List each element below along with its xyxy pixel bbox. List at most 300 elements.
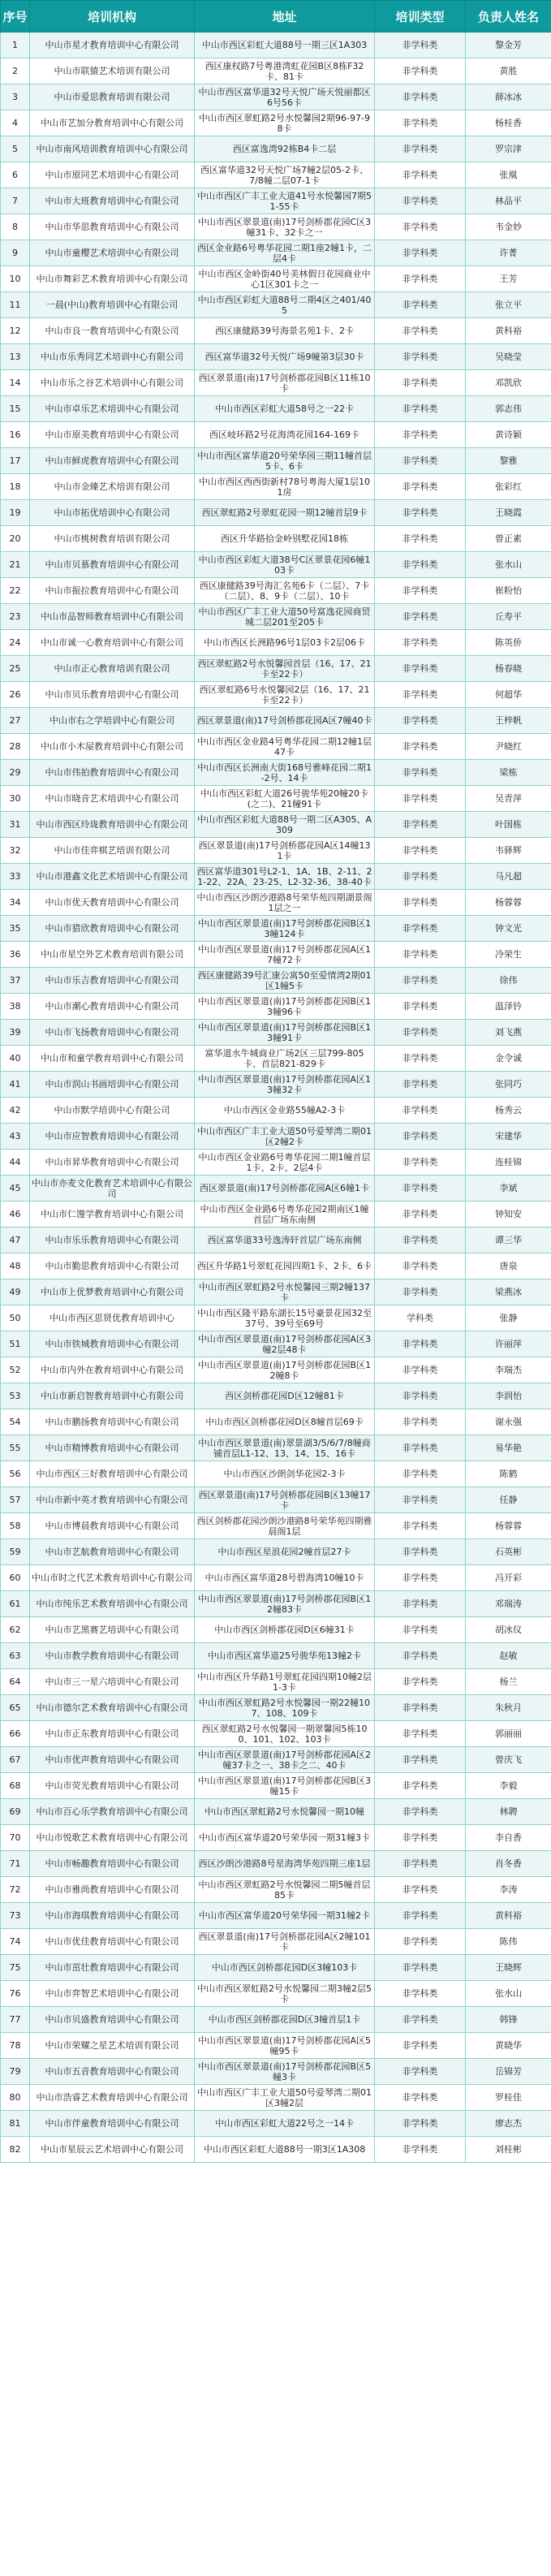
table-row [1, 968, 551, 994]
cell-institution: 中山市星才教育培训中心有限公司 [30, 32, 195, 58]
cell-person: 陈鹤 [466, 1461, 551, 1487]
cell-institution: 中山市港鑫文化艺术培训中心有限公司 [30, 864, 195, 890]
cell-address: 中山市西区剑桥郡花园D区6幢31卡 [195, 1617, 375, 1643]
cell-index: 21 [1, 552, 30, 578]
cell-address: 西区翠景道(南)17号剑桥郡花园B区13幢17卡 [195, 1487, 375, 1513]
cell-type: 非学科类 [375, 1020, 466, 1046]
table-row [1, 1305, 551, 1331]
cell-person: 邓瑞涛 [466, 1591, 551, 1617]
cell-institution: 中山市贝乐教育培训中心有限公司 [30, 682, 195, 708]
cell-address: 中山市西区翠景道(南)翠景湖3/5/6/7/8幢商铺首层L1-12、13、14、15、16卡 [195, 1435, 375, 1461]
cell-institution: 中山市润山书画培训中心有限公司 [30, 1072, 195, 1098]
cell-type: 非学科类 [375, 1461, 466, 1487]
table-row [1, 1955, 551, 1981]
cell-institution: 中山市振拉教育培训中心有限公司 [30, 578, 195, 604]
cell-index: 11 [1, 292, 30, 318]
header-address: 地址 [195, 1, 375, 32]
cell-index: 54 [1, 1409, 30, 1435]
cell-index: 78 [1, 2033, 30, 2059]
cell-person: 刘桂彬 [466, 2137, 551, 2163]
table-row [1, 32, 551, 58]
cell-index: 82 [1, 2137, 30, 2163]
cell-person: 冯开彩 [466, 1565, 551, 1591]
cell-type: 非学科类 [375, 292, 466, 318]
cell-address: 中山市西区翠虹路2号水悦馨园一期10幢 [195, 1799, 375, 1825]
cell-institution: 中山市星辰云艺术培训中心有限公司 [30, 2137, 195, 2163]
cell-type: 非学科类 [375, 890, 466, 916]
cell-index: 12 [1, 318, 30, 344]
cell-address: 中山市西区翠景道(南)17号剑桥郡花园B区5幢3卡 [195, 2059, 375, 2085]
table-row [1, 1721, 551, 1747]
cell-person: 谢永强 [466, 1409, 551, 1435]
cell-person: 陈英侨 [466, 630, 551, 656]
cell-type: 非学科类 [375, 1279, 466, 1305]
cell-person: 李润怡 [466, 1383, 551, 1409]
cell-index: 64 [1, 1669, 30, 1695]
cell-person: 丘寿平 [466, 604, 551, 630]
table-row [1, 1565, 551, 1591]
cell-address: 中山市西区隆平路东湖长15号豪景花园32至37号、39号至69号 [195, 1305, 375, 1331]
cell-institution: 中山市德尔艺术教育培训中心有限公司 [30, 1695, 195, 1721]
cell-person: 石英彬 [466, 1539, 551, 1565]
cell-index: 23 [1, 604, 30, 630]
table-row [1, 214, 551, 240]
cell-address: 西区升华路1号翠虹花园四期1卡、2卡、6卡 [195, 1253, 375, 1279]
cell-address: 中山市西区金业路6号粤华花园2期南区1幢首层广场东南侧 [195, 1202, 375, 1228]
cell-person: 陈伟 [466, 1929, 551, 1955]
cell-index: 29 [1, 760, 30, 786]
cell-index: 70 [1, 1825, 30, 1851]
cell-institution: 中山市艺黑赛艺培训中心有限公司 [30, 1617, 195, 1643]
table-row [1, 1591, 551, 1617]
table-row [1, 1929, 551, 1955]
cell-address: 西区富华道32号天悦广场7幢2层05-2卡、7/8幢二层07-1卡 [195, 162, 375, 188]
cell-address: 中山市西区剑桥郡花园D区3幢103卡 [195, 1955, 375, 1981]
cell-address: 西区康健路39号海景名苑1卡、2卡 [195, 318, 375, 344]
cell-address: 西区翠景道(南)17号剑桥郡花园A区14幢131卡 [195, 838, 375, 864]
cell-index: 68 [1, 1773, 30, 1799]
cell-index: 67 [1, 1747, 30, 1773]
table-row [1, 1202, 551, 1228]
table-row [1, 1903, 551, 1929]
table-row [1, 2111, 551, 2137]
cell-institution: 中山市良一教育培训中心有限公司 [30, 318, 195, 344]
cell-type: 非学科类 [375, 1643, 466, 1669]
cell-type: 非学科类 [375, 474, 466, 500]
cell-type: 非学科类 [375, 2007, 466, 2033]
cell-address: 中山市西区翠景道(南)17号剑桥郡花园A区13幢32卡 [195, 1072, 375, 1098]
cell-index: 58 [1, 1513, 30, 1539]
cell-institution: 中山市时之代艺术教育培训中心有限公司 [30, 1565, 195, 1591]
cell-type: 非学科类 [375, 1981, 466, 2007]
cell-person: 韦金妙 [466, 214, 551, 240]
cell-person: 王梓帆 [466, 708, 551, 734]
cell-type: 非学科类 [375, 1929, 466, 1955]
table-row [1, 1877, 551, 1903]
cell-type: 非学科类 [375, 2137, 466, 2163]
cell-address: 中山市西区翠虹路2号水悦馨园二期5幢首层85卡 [195, 1877, 375, 1903]
cell-institution: 中山市五音教育培训中心有限公司 [30, 2059, 195, 2085]
cell-type: 非学科类 [375, 812, 466, 838]
table-row [1, 1046, 551, 1072]
cell-person: 李瑞杰 [466, 1357, 551, 1383]
cell-person: 崔粉怡 [466, 578, 551, 604]
table-row [1, 1747, 551, 1773]
cell-index: 62 [1, 1617, 30, 1643]
cell-type: 非学科类 [375, 916, 466, 942]
cell-person: 黎雅 [466, 448, 551, 474]
cell-institution: 中山市飞扬教育培训中心有限公司 [30, 1020, 195, 1046]
table-row [1, 474, 551, 500]
cell-person: 黄科裕 [466, 1903, 551, 1929]
cell-person: 王晓霞 [466, 500, 551, 526]
cell-institution: 中山市正心教育培训有限公司 [30, 656, 195, 682]
cell-index: 5 [1, 136, 30, 162]
table-row [1, 448, 551, 474]
table-row [1, 1098, 551, 1124]
cell-address: 中山市西区广丰工业大道50号富逸花园商贸城二层201至205卡 [195, 604, 375, 630]
cell-person: 刘飞燕 [466, 1020, 551, 1046]
cell-type: 非学科类 [375, 968, 466, 994]
cell-type: 非学科类 [375, 344, 466, 370]
cell-address: 西区翠景道(南)17号剑桥郡花园A区7幢40卡 [195, 708, 375, 734]
table-row [1, 1253, 551, 1279]
cell-person: 郭志伟 [466, 396, 551, 422]
header-index: 序号 [1, 1, 30, 32]
cell-type: 非学科类 [375, 682, 466, 708]
cell-index: 19 [1, 500, 30, 526]
cell-index: 80 [1, 2085, 30, 2111]
table-row [1, 942, 551, 968]
cell-type: 非学科类 [375, 58, 466, 84]
cell-institution: 中山市艺加分教育培训中心有限公司 [30, 110, 195, 136]
table-row [1, 786, 551, 812]
cell-person: 杨春晓 [466, 656, 551, 682]
cell-institution: 中山市默学培训中心有限公司 [30, 1098, 195, 1124]
table-row [1, 682, 551, 708]
cell-institution: 中山市内外在教育培训中心有限公司 [30, 1357, 195, 1383]
cell-address: 中山市西区富华道25号骏华苑13幢2卡 [195, 1643, 375, 1669]
table-row [1, 1357, 551, 1383]
table-row [1, 1773, 551, 1799]
cell-person: 张水山 [466, 1981, 551, 2007]
cell-type: 非学科类 [375, 84, 466, 110]
table-row [1, 1669, 551, 1695]
cell-index: 59 [1, 1539, 30, 1565]
cell-institution: 中山市教学教育培训中心有限公司 [30, 1643, 195, 1669]
table-row [1, 630, 551, 656]
cell-index: 6 [1, 162, 30, 188]
cell-institution: 中山市伴童教育培训中心有限公司 [30, 2111, 195, 2137]
cell-person: 林品平 [466, 188, 551, 214]
cell-address: 中山市西区星浪花园2幢首层27卡 [195, 1539, 375, 1565]
table-row [1, 1072, 551, 1098]
cell-index: 7 [1, 188, 30, 214]
cell-address: 中山市西区广丰工业大道41号水悦馨园7期51-55卡 [195, 188, 375, 214]
cell-institution: 中山市海琪教育培训中心有限公司 [30, 1903, 195, 1929]
table-row [1, 110, 551, 136]
cell-address: 中山市西区西西街新村78号粤海大厦1层101房 [195, 474, 375, 500]
cell-address: 中山市西区翠景道(南)17号剑桥郡花园A区3幢2层48卡 [195, 1331, 375, 1357]
cell-index: 76 [1, 1981, 30, 2007]
cell-person: 梁燕冰 [466, 1279, 551, 1305]
cell-index: 74 [1, 1929, 30, 1955]
cell-person: 罗桂佳 [466, 2085, 551, 2111]
cell-institution: 中山市上优梦教育培训中心有限公司 [30, 1279, 195, 1305]
cell-institution: 中山市三一星六培训中心有限公司 [30, 1669, 195, 1695]
cell-person: 李涛 [466, 1877, 551, 1903]
cell-institution: 中山市荣耀之星艺术培训有限公司 [30, 2033, 195, 2059]
cell-person: 冷荣生 [466, 942, 551, 968]
table-row [1, 1799, 551, 1825]
cell-institution: 中山市优声教育培训中心有限公司 [30, 1747, 195, 1773]
cell-institution: 中山市西区玲珑教育培训中心有限公司 [30, 812, 195, 838]
cell-address: 西区剑桥郡花园沙朗沙港路8号荣华苑四期雅晨阁1层 [195, 1513, 375, 1539]
cell-person: 罗宗津 [466, 136, 551, 162]
cell-person: 杨秀云 [466, 1098, 551, 1124]
cell-address: 中山市西区翠景道(南)17号剑桥郡花园A区5幢95卡 [195, 2033, 375, 2059]
cell-index: 36 [1, 942, 30, 968]
cell-index: 9 [1, 240, 30, 266]
cell-institution: 中山市新启智教育培训中心有限公司 [30, 1383, 195, 1409]
cell-type: 非学科类 [375, 266, 466, 292]
cell-index: 1 [1, 32, 30, 58]
cell-address: 中山市西区翠景道(南)17号剑桥郡花园B区12幢8卡 [195, 1357, 375, 1383]
cell-institution: 中山市联猿艺术培训有限公司 [30, 58, 195, 84]
cell-institution: 中山市博晨教育培训中心有限公司 [30, 1513, 195, 1539]
cell-index: 40 [1, 1046, 30, 1072]
cell-type: 非学科类 [375, 1955, 466, 1981]
cell-address: 中山市西区彩虹大道88号一期三区1A303 [195, 32, 375, 58]
cell-person: 梁栋 [466, 760, 551, 786]
cell-person: 王芳 [466, 266, 551, 292]
cell-person: 张立平 [466, 292, 551, 318]
cell-type: 非学科类 [375, 1202, 466, 1228]
table-row [1, 1851, 551, 1877]
table-row [1, 1435, 551, 1461]
cell-institution: 中山市大班教育培训中心有限公司 [30, 188, 195, 214]
table-row [1, 1279, 551, 1305]
cell-address: 西区金业路6号粤华花园二期1座2幢1卡，二层4卡 [195, 240, 375, 266]
cell-institution: 中山市悦歌艺术教育培训中心有限公司 [30, 1825, 195, 1851]
cell-address: 中山市西区翠景道(南)17号剑桥郡花园B区12幢83卡 [195, 1591, 375, 1617]
cell-institution: 中山市原美教育培训中心有限公司 [30, 422, 195, 448]
cell-address: 中山市西区彩虹大道88号一期3区1A308 [195, 2137, 375, 2163]
cell-type: 非学科类 [375, 1799, 466, 1825]
cell-address: 西区升华路拾金岭别墅花园18栋 [195, 526, 375, 552]
header-person: 负责人姓名 [466, 1, 551, 32]
cell-institution: 中山市昇华教育培训中心有限公司 [30, 1150, 195, 1176]
table-row [1, 1513, 551, 1539]
cell-address: 中山市西区彩虹大道22号之一14卡 [195, 2111, 375, 2137]
table-row [1, 552, 551, 578]
cell-index: 65 [1, 1695, 30, 1721]
table-row [1, 994, 551, 1020]
cell-address: 西区翠景道(南)17号剑桥郡花园B区11栋10卡 [195, 370, 375, 396]
cell-institution: 中山市雅尚教育培训中心有限公司 [30, 1877, 195, 1903]
cell-institution: 中山市猎欣教育培训中心有限公司 [30, 916, 195, 942]
cell-index: 63 [1, 1643, 30, 1669]
cell-index: 42 [1, 1098, 30, 1124]
cell-index: 22 [1, 578, 30, 604]
cell-institution: 中山市乐乐教育培训中心有限公司 [30, 1228, 195, 1253]
cell-type: 非学科类 [375, 942, 466, 968]
cell-person: 唐泉 [466, 1253, 551, 1279]
cell-address: 西区翠虹路2号水悦馨园首层（16、17、21卡至22卡） [195, 656, 375, 682]
cell-institution: 中山市品智师教育培训中心有限公司 [30, 604, 195, 630]
cell-person: 连桂锦 [466, 1150, 551, 1176]
table-row [1, 2085, 551, 2111]
cell-address: 中山市西区升华路1号翠虹花园四期10幢2层1-3卡 [195, 1669, 375, 1695]
cell-address: 西区富华道33号逸涛轩首层广场东南侧 [195, 1228, 375, 1253]
table-row [1, 604, 551, 630]
cell-type: 非学科类 [375, 448, 466, 474]
cell-type: 非学科类 [375, 1124, 466, 1150]
cell-type: 非学科类 [375, 2085, 466, 2111]
cell-address: 西区翠虹路6号水悦馨园2层（16、17、21卡至22卡） [195, 682, 375, 708]
cell-index: 61 [1, 1591, 30, 1617]
cell-type: 非学科类 [375, 1825, 466, 1851]
cell-type: 非学科类 [375, 136, 466, 162]
cell-address: 西区岐环路2号花海湾花园164-169卡 [195, 422, 375, 448]
cell-person: 金令诚 [466, 1046, 551, 1072]
cell-address: 西区康健路39号汇康公寓50至爱情湾2期01区1幢5卡 [195, 968, 375, 994]
cell-type: 非学科类 [375, 552, 466, 578]
cell-type: 非学科类 [375, 1150, 466, 1176]
cell-institution: 中山市西区思贤优教育培训中心 [30, 1305, 195, 1331]
cell-type: 非学科类 [375, 1617, 466, 1643]
cell-type: 非学科类 [375, 1098, 466, 1124]
cell-index: 51 [1, 1331, 30, 1357]
cell-institution: 中山市正东教育培训中心有限公司 [30, 1721, 195, 1747]
table-row [1, 422, 551, 448]
cell-type: 非学科类 [375, 32, 466, 58]
cell-type: 非学科类 [375, 1383, 466, 1409]
cell-address: 中山市西区广丰工业大道50号爱琴湾二期01区3幢2层 [195, 2085, 375, 2111]
cell-person: 肖冬香 [466, 1851, 551, 1877]
table-row [1, 1825, 551, 1851]
cell-type: 非学科类 [375, 526, 466, 552]
cell-type: 非学科类 [375, 864, 466, 890]
cell-person: 张彩红 [466, 474, 551, 500]
cell-address: 西区沙朗沙港路8号星海湾华苑四期三座1层 [195, 1851, 375, 1877]
table-row [1, 708, 551, 734]
cell-address: 中山市西区富华道20号荣华园一期31幢3卡 [195, 1825, 375, 1851]
cell-institution: 中山市潮心教育培训中心有限公司 [30, 994, 195, 1020]
cell-type: 非学科类 [375, 396, 466, 422]
cell-address: 西区康权路7号粤港湾虹花园B区8栋F32卡、81卡 [195, 58, 375, 84]
cell-institution: 中山市铁城教育培训中心有限公司 [30, 1331, 195, 1357]
cell-institution: 中山市卓乐艺术培训中心有限公司 [30, 396, 195, 422]
cell-address: 中山市西区富华道20号荣华园一期31幢2卡 [195, 1903, 375, 1929]
cell-address: 西区剑桥郡花园D区12幢81卡 [195, 1383, 375, 1409]
table-row [1, 2033, 551, 2059]
cell-person: 邓凯欣 [466, 370, 551, 396]
cell-index: 60 [1, 1565, 30, 1591]
cell-person: 郭丽丽 [466, 1721, 551, 1747]
cell-type: 非学科类 [375, 604, 466, 630]
table-row [1, 916, 551, 942]
cell-address: 中山市西区彩虹大道38号C区翠景花园6幢103卡 [195, 552, 375, 578]
cell-type: 非学科类 [375, 1565, 466, 1591]
cell-type: 学科类 [375, 1305, 466, 1331]
cell-institution: 中山市浩睿艺术教育培训中心有限公司 [30, 2085, 195, 2111]
cell-index: 43 [1, 1124, 30, 1150]
cell-type: 非学科类 [375, 1513, 466, 1539]
cell-institution: 一晨(中山)教育培训中心有限公司 [30, 292, 195, 318]
cell-index: 15 [1, 396, 30, 422]
cell-person: 杨桂香 [466, 110, 551, 136]
cell-person: 黄科裕 [466, 318, 551, 344]
cell-type: 非学科类 [375, 1228, 466, 1253]
cell-institution: 中山市乐吉教育培训中心有限公司 [30, 968, 195, 994]
cell-type: 非学科类 [375, 422, 466, 448]
cell-type: 非学科类 [375, 240, 466, 266]
cell-address: 中山市西区剑桥郡花园D区3幢首层1卡 [195, 2007, 375, 2033]
header-institution: 培训机构 [30, 1, 195, 32]
cell-address: 中山市西区彩虹大道58号之一22卡 [195, 396, 375, 422]
cell-index: 20 [1, 526, 30, 552]
cell-address: 中山市西区金业路6号粤华花园二期1幢首层1卡、2卡、2层4卡 [195, 1150, 375, 1176]
cell-address: 中山市西区长洲路96号1层03卡2层06卡 [195, 630, 375, 656]
cell-person: 杨兰 [466, 1669, 551, 1695]
table-row [1, 812, 551, 838]
cell-index: 56 [1, 1461, 30, 1487]
table-row [1, 318, 551, 344]
cell-person: 胡冰仪 [466, 1617, 551, 1643]
table-row [1, 58, 551, 84]
cell-type: 非学科类 [375, 1331, 466, 1357]
cell-person: 许丽萍 [466, 1331, 551, 1357]
cell-address: 西区富华道32号天悦广场9幢第3层30卡 [195, 344, 375, 370]
cell-institution: 中山市鹏扬教育培训中心有限公司 [30, 1409, 195, 1435]
cell-index: 13 [1, 344, 30, 370]
cell-type: 非学科类 [375, 2059, 466, 2085]
cell-institution: 中山市星空外艺术教育培训有限公司 [30, 942, 195, 968]
cell-index: 57 [1, 1487, 30, 1513]
table-row [1, 1539, 551, 1565]
cell-type: 非学科类 [375, 838, 466, 864]
cell-type: 非学科类 [375, 2033, 466, 2059]
table-row [1, 526, 551, 552]
cell-person: 钟知安 [466, 1202, 551, 1228]
cell-type: 非学科类 [375, 786, 466, 812]
cell-address: 中山市西区金业路55幢A2-3卡 [195, 1098, 375, 1124]
cell-index: 47 [1, 1228, 30, 1253]
cell-address: 中山市西区翠虹路2号水悦馨园二期3幢2层5卡 [195, 1981, 375, 2007]
table-row [1, 2007, 551, 2033]
cell-index: 55 [1, 1435, 30, 1461]
cell-person: 任静 [466, 1487, 551, 1513]
cell-index: 16 [1, 422, 30, 448]
cell-index: 25 [1, 656, 30, 682]
cell-type: 非学科类 [375, 708, 466, 734]
cell-type: 非学科类 [375, 1409, 466, 1435]
cell-address: 中山市西区金岭街40号美林假日花园商业中心1区301卡之一 [195, 266, 375, 292]
cell-address: 中山市西区沙朗剑华花园2-3卡 [195, 1461, 375, 1487]
table-row [1, 162, 551, 188]
cell-index: 38 [1, 994, 30, 1020]
cell-type: 非学科类 [375, 1357, 466, 1383]
cell-index: 41 [1, 1072, 30, 1098]
cell-institution: 中山市南风培训教育培训中心有限公司 [30, 136, 195, 162]
table-row [1, 1150, 551, 1176]
cell-address: 中山市西区翠景道(南)17号剑桥郡花园A区17幢72卡 [195, 942, 375, 968]
cell-institution: 中山市乐秀同艺术培训中心有限公司 [30, 344, 195, 370]
cell-type: 非学科类 [375, 1877, 466, 1903]
cell-person: 林聘 [466, 1799, 551, 1825]
cell-type: 非学科类 [375, 1747, 466, 1773]
